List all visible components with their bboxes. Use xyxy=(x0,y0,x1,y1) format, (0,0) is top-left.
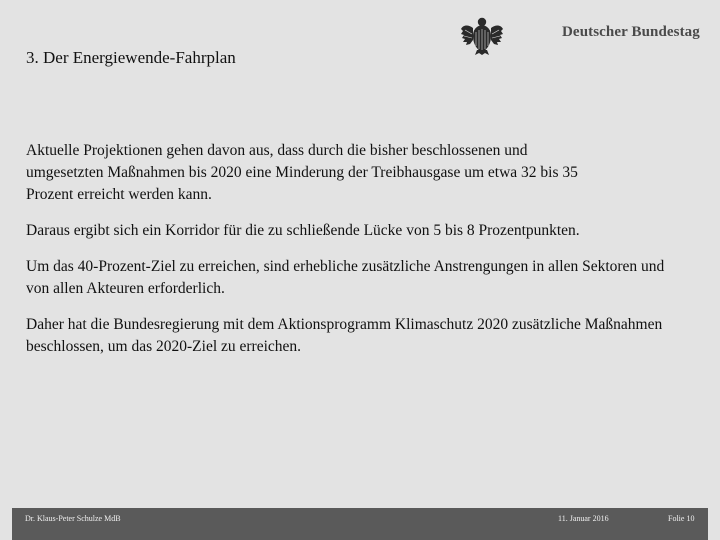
slide-body xyxy=(26,140,691,358)
footer-bar xyxy=(12,508,708,540)
slide-title: 3. Der Energiewende-Fahrplan xyxy=(26,48,236,67)
paragraph: Aktuelle Projektionen gehen davon aus, dass durch die bisher beschlossenen und umgesetzten Maßnahmen bis 2020 eine Minderung der Treibhausgase um etwa 32 bis 35 Prozent erreicht werden kann. xyxy=(26,142,578,203)
brand-wordmark: Deutscher Bundestag xyxy=(562,24,700,40)
footer-date: 11. Januar 2016 xyxy=(558,514,609,523)
footer-author: Dr. Klaus-Peter Schulze MdB xyxy=(25,514,121,523)
paragraph: Um das 40-Prozent-Ziel zu erreichen, sind erhebliche zusätzliche Anstrengungen in allen Sektoren und von allen Akteuren erforderlich. xyxy=(26,258,665,297)
footer-page-number: Folie 10 xyxy=(668,514,695,523)
federal-eagle-icon xyxy=(460,14,504,56)
paragraph: Daraus ergibt sich ein Korridor für die zu schließende Lücke von 5 bis 8 Prozentpunkten. xyxy=(26,222,580,239)
paragraph: Daher hat die Bundesregierung mit dem Aktionsprogramm Klimaschutz 2020 zusätzliche Maßnahmen beschlossen, um das 2020-Ziel zu erreichen. xyxy=(26,316,663,355)
